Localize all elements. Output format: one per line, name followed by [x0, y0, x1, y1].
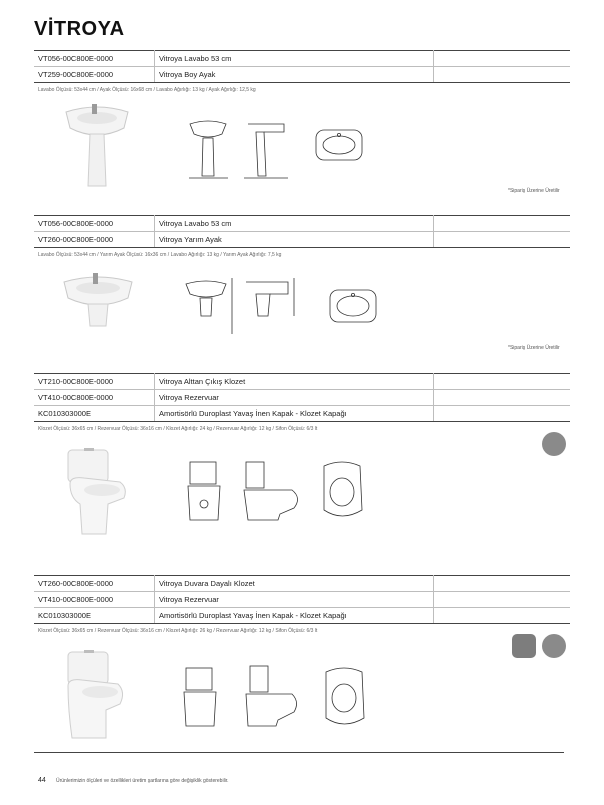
rimless-flush-icon	[542, 634, 566, 658]
footer-note: Ürünlerimizin ölçüleri ve özellikleri üretim şartlarına göre değişiklik gösterebilir.	[56, 778, 229, 784]
product-code: KC010303000E	[34, 406, 155, 422]
basin-half-technical-drawing	[184, 276, 384, 338]
table-row	[34, 406, 570, 422]
product-spec: Klozet Ölçüsü: 36x65 cm / Rezervuar Ölçüsü: 36x16 cm / Klozet Ağırlığı: 24 kg / Rezervuar Ağırlığı: 12 kg / Sifon Ölçüsü: 6/3 lt	[38, 426, 318, 432]
product-code: VT259-00C800E-0000	[34, 67, 155, 83]
product-description: Amortisörlü Duroplast Yavaş İnen Kapak - Klozet Kapağı	[155, 608, 434, 624]
table-row	[34, 51, 570, 67]
table-row	[34, 592, 570, 608]
toilet-close-coupled-photo	[62, 448, 130, 538]
product-code: VT210-00C800E-0000	[34, 374, 155, 390]
product-code-table	[34, 50, 570, 83]
product-section-1	[34, 50, 570, 93]
rimless-flush-icon	[542, 432, 566, 456]
product-code: VT410-00C800E-0000	[34, 390, 155, 406]
product-spec: Klozet Ölçüsü: 36x65 cm / Rezervuar Ölçüsü: 36x16 cm / Klozet Ağırlığı: 26 kg / Rezervuar Ağırlığı: 12 kg / Sifon Ölçüsü: 6/3 lt	[38, 628, 318, 634]
product-description: Vitroya Boy Ayak	[155, 67, 434, 83]
product-code: VT260-00C800E-0000	[34, 232, 155, 248]
table-row	[34, 216, 570, 232]
product-description: Vitroya Yarım Ayak	[155, 232, 434, 248]
basin-technical-drawing	[188, 116, 378, 180]
toilet-back-to-wall-drawing	[180, 662, 380, 734]
product-code-table	[34, 215, 570, 248]
product-code: VT410-00C800E-0000	[34, 592, 155, 608]
product-code: KC010303000E	[34, 608, 155, 624]
product-description: Vitroya Alttan Çıkış Klozet	[155, 374, 434, 390]
product-description: Vitroya Lavabo 53 cm	[155, 51, 434, 67]
product-code: VT056-00C800E-0000	[34, 216, 155, 232]
product-code: VT056-00C800E-0000	[34, 51, 155, 67]
footer-divider	[34, 752, 564, 753]
order-note: *Sipariş Üzerine Üretilir	[508, 345, 560, 351]
product-description: Vitroya Lavabo 53 cm	[155, 216, 434, 232]
product-section-2	[34, 215, 570, 258]
product-spec: Lavabo Ölçüsü: 53x44 cm / Ayak Ölçüsü: 16x68 cm / Lavabo Ağırlığı: 13 kg / Ayak Ağırlığı: 12,5 kg	[38, 87, 256, 93]
table-row	[34, 67, 570, 83]
order-note: *Sipariş Üzerine Üretilir	[508, 188, 560, 194]
table-row	[34, 390, 570, 406]
product-spec: Lavabo Ölçüsü: 53x44 cm / Yarım Ayak Ölçüsü: 16x36 cm / Lavabo Ağırlığı: 13 kg / Yarım Ayak Ağırlığı: 7,5 kg	[38, 252, 282, 258]
table-row	[34, 576, 570, 592]
product-description: Vitroya Duvara Dayalı Klozet	[155, 576, 434, 592]
table-row	[34, 374, 570, 390]
toilet-close-coupled-drawing	[184, 458, 384, 526]
wall-mounted-icon	[512, 634, 536, 658]
product-code-table	[34, 575, 570, 624]
product-section-4	[34, 575, 570, 634]
product-description: Vitroya Rezervuar	[155, 390, 434, 406]
product-description: Amortisörlü Duroplast Yavaş İnen Kapak - Klozet Kapağı	[155, 406, 434, 422]
product-code-table	[34, 373, 570, 422]
table-row	[34, 608, 570, 624]
product-code: VT260-00C800E-0000	[34, 576, 155, 592]
product-description: Vitroya Rezervuar	[155, 592, 434, 608]
toilet-back-to-wall-photo	[62, 650, 128, 742]
table-row	[34, 232, 570, 248]
product-section-3	[34, 373, 570, 432]
page-number: 44	[38, 777, 46, 784]
brand-logo: VİTROYA	[34, 18, 125, 40]
basin-half-pedestal-photo	[60, 268, 136, 330]
basin-pedestal-photo	[62, 98, 132, 190]
